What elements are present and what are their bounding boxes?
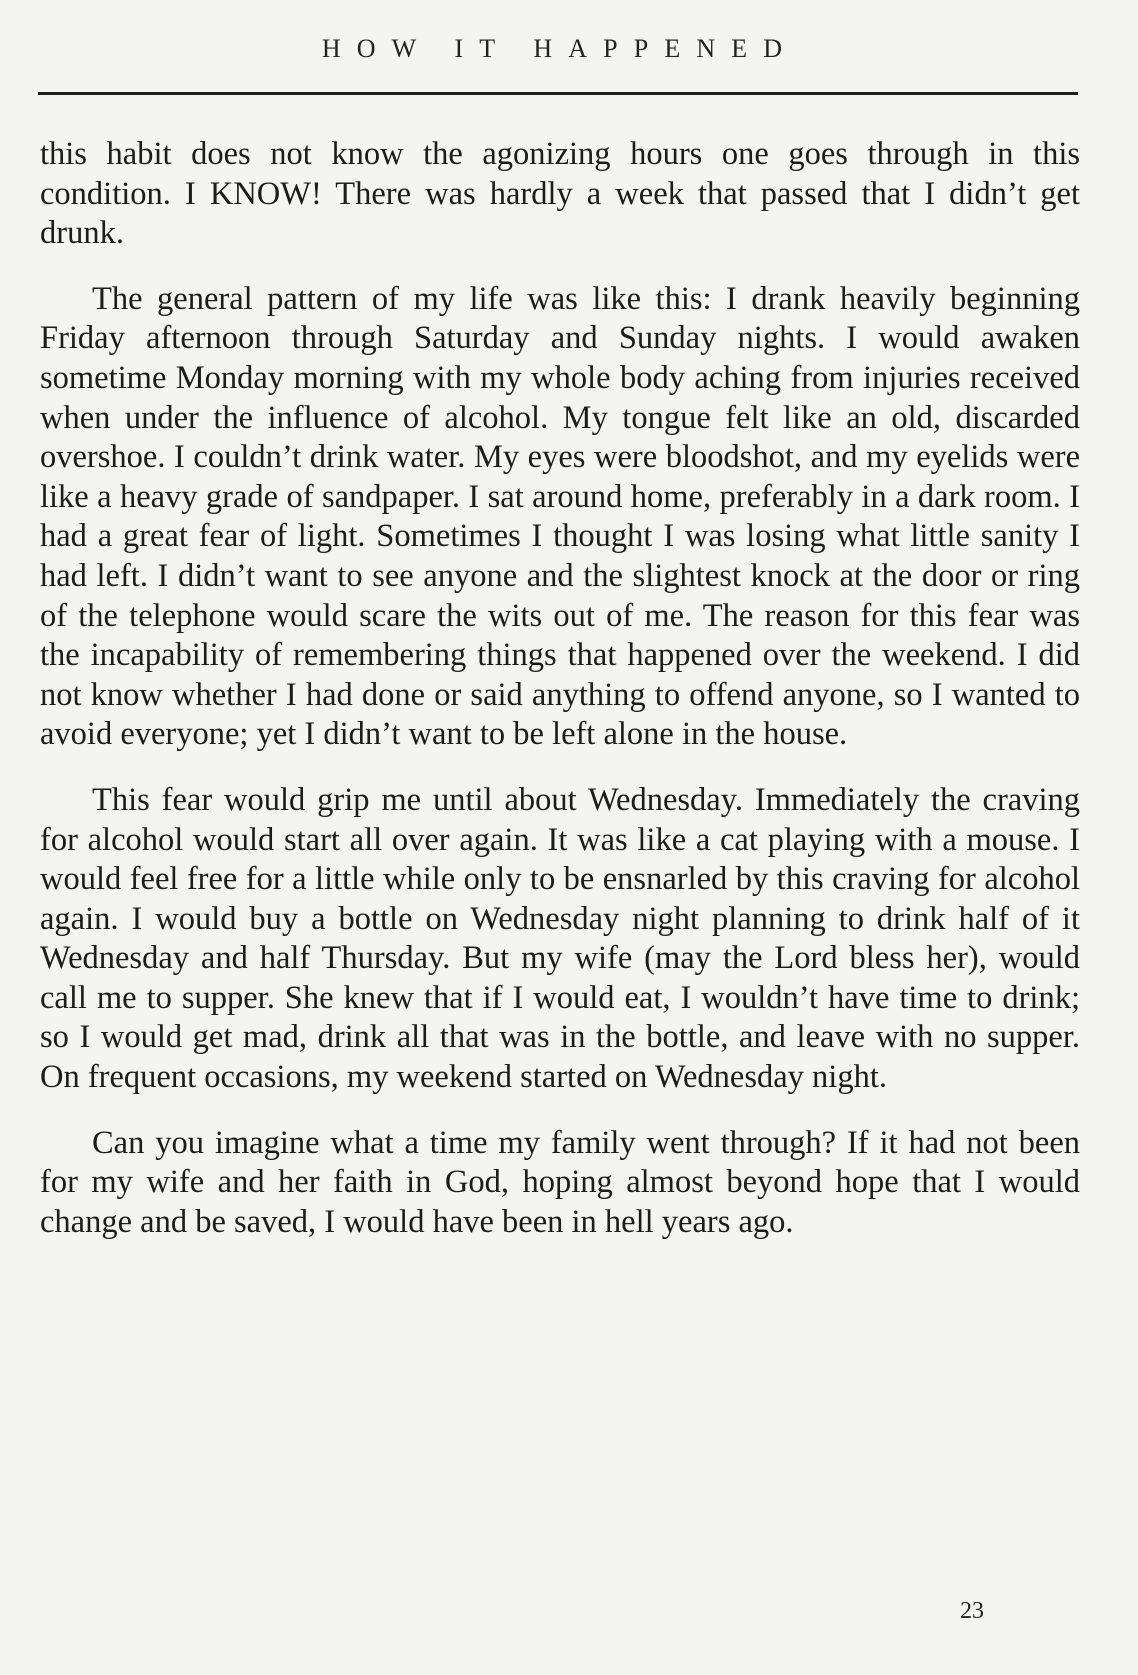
header-rule [38,92,1078,95]
paragraph-3: This fear would grip me until about Wednesday. Immediately the craving for alcohol would start all over again. It was like a cat playing with a mouse. I would feel free for a little while only to be ensnarled by this craving for alcohol again. I would buy a bottle on Wednesday night planning to drink half of it Wednesday and half Thursday. But my wife (may the Lord bless her), would call me to supper. She knew that if I would eat, I wouldn’t have time to drink; so I would get mad, drink all that was in the bottle, and leave with no supper. On frequent occasions, my weekend started on Wednesday night. [40,781,1080,1096]
body-text [40,135,1080,1268]
paragraph-4: Can you imagine what a time my family went through? If it had not been for my wife and her faith in God, hoping almost beyond hope that I would change and be saved, I would have been in hell years ago. [40,1124,1080,1240]
page-number: 23 [960,1598,984,1624]
running-head: HOW IT HAPPENED [321,34,799,63]
paragraph-2: The general pattern of my life was like this: I drank heavily beginning Friday afternoon through Saturday and Sunday nights. I would awaken sometime Monday morning with my whole body aching from injuries received when under the influence of alcohol. My tongue felt like an old, discarded overshoe. I couldn’t drink water. My eyes were bloodshot, and my eyelids were like a heavy grade of sandpaper. I sat around home, preferably in a dark room. I had a great fear of light. Sometimes I thought I was losing what little sanity I had left. I didn’t want to see anyone and the slightest knock at the door or ring of the telephone would scare the wits out of me. The reason for this fear was the incapability of remembering things that happened over the weekend. I did not know whether I had done or said anything to offend anyone, so I wanted to avoid everyone; yet I didn’t want to be left alone in the house. [40,280,1080,753]
paragraph-1: this habit does not know the agonizing hours one goes through in this condition. I KNOW! There was hardly a week that passed that I didn’t get drunk. [40,136,1080,252]
